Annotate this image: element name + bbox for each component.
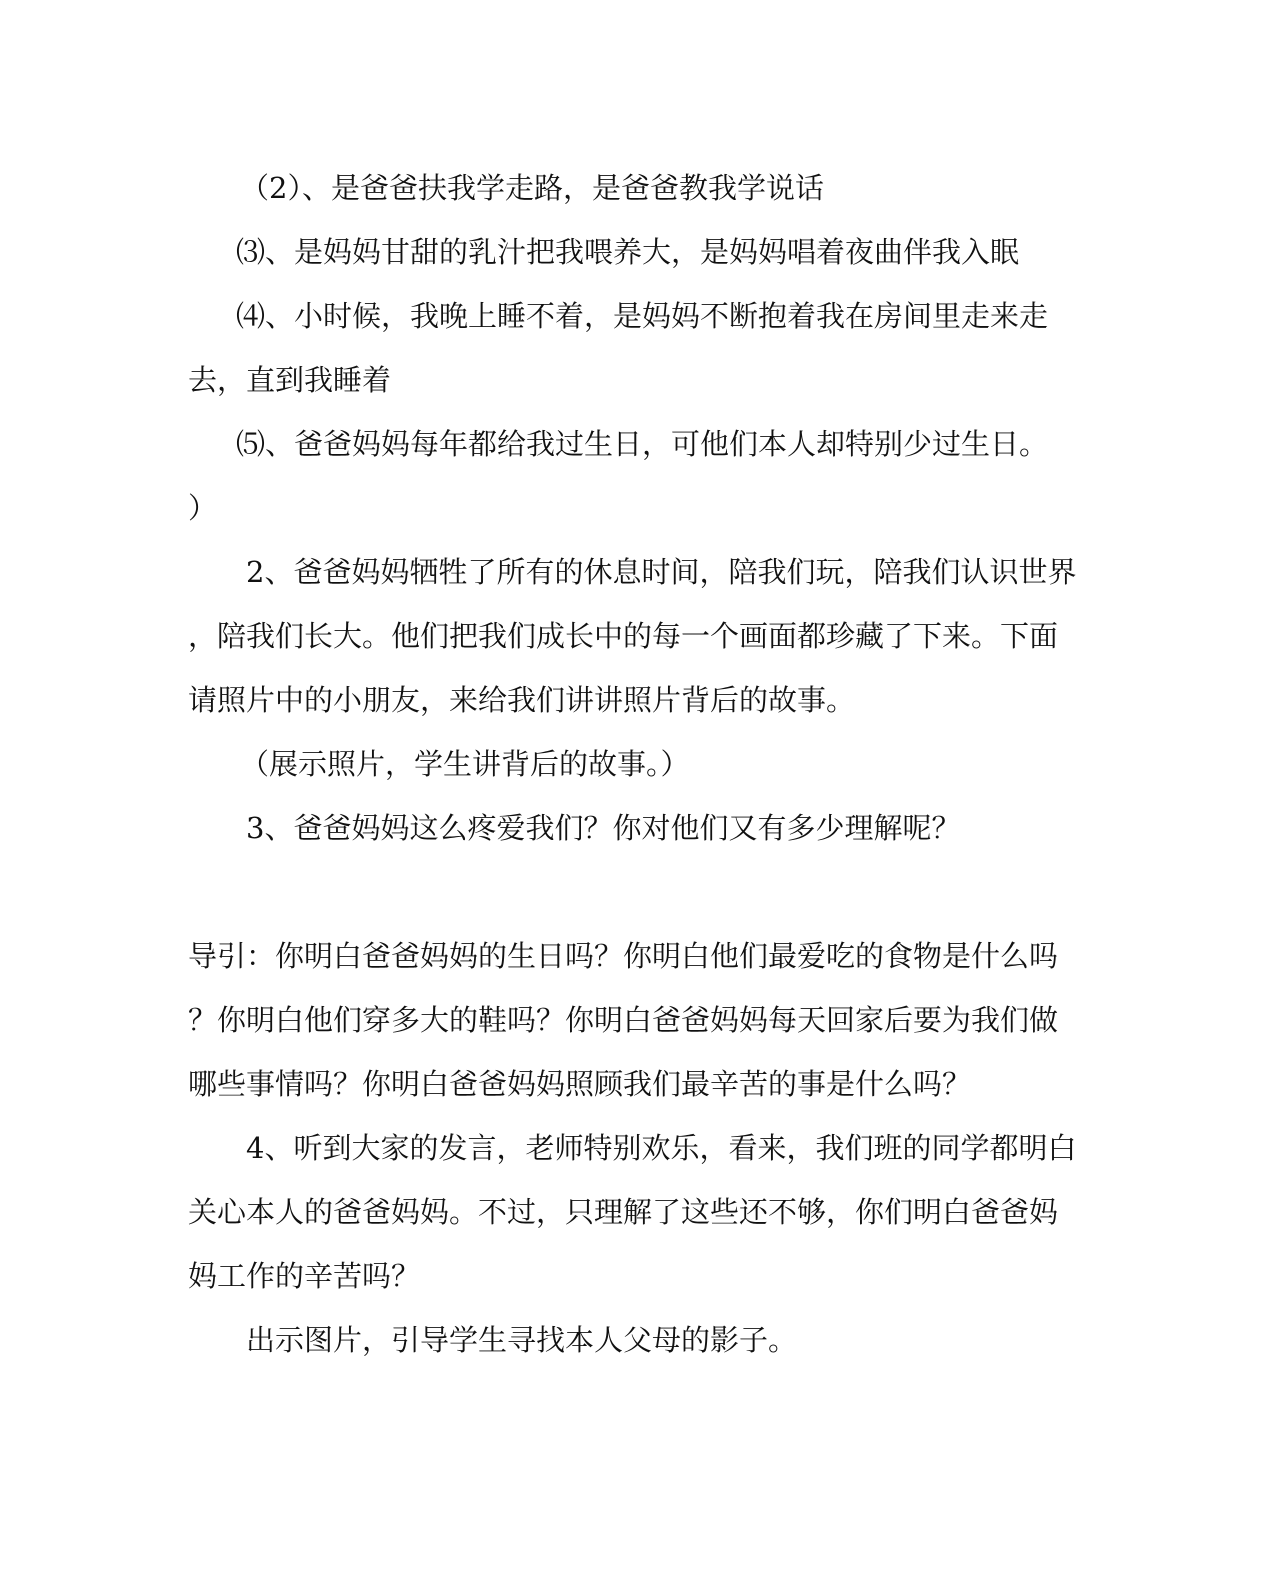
- text-line: ⑸、爸爸妈妈每年都给我过生日，可他们本人却特别少过生日。: [236, 427, 1049, 461]
- text-line: 4、听到大家的发言，老师特别欢乐，看来，我们班的同学都明白: [246, 1131, 1077, 1165]
- text-line: 妈工作的辛苦吗？: [188, 1259, 421, 1293]
- text-line: （展示照片，学生讲背后的故事。）: [240, 747, 690, 781]
- text-line: ，陪我们长大。他们把我们成长中的每一个画面都珍藏了下来。下面: [188, 619, 1059, 653]
- text-line: ）: [188, 491, 218, 525]
- text-line: ⑶、是妈妈甘甜的乳汁把我喂养大，是妈妈唱着夜曲伴我入眠: [236, 235, 1020, 269]
- text-line: 2、爸爸妈妈牺牲了所有的休息时间，陪我们玩，陪我们认识世界: [246, 555, 1077, 589]
- text-line: 关心本人的爸爸妈妈。不过，只理解了这些还不够，你们明白爸爸妈: [188, 1195, 1059, 1229]
- text-line: 请照片中的小朋友，来给我们讲讲照片背后的故事。: [188, 683, 856, 717]
- text-line: ⑷、小时候，我晚上睡不着，是妈妈不断抱着我在房间里走来走: [236, 299, 1049, 333]
- text-line: 哪些事情吗？你明白爸爸妈妈照顾我们最辛苦的事是什么吗？: [188, 1067, 972, 1101]
- text-line: 出示图片，引导学生寻找本人父母的影子。: [246, 1323, 798, 1357]
- text-line: ？你明白他们穿多大的鞋吗？你明白爸爸妈妈每天回家后要为我们做: [188, 1003, 1059, 1037]
- text-line: （2）、是爸爸扶我学走路，是爸爸教我学说话: [240, 171, 824, 205]
- text-line: 去，直到我睡着: [188, 363, 392, 397]
- text-line: 3、爸爸妈妈这么疼爱我们？你对他们又有多少理解呢？: [246, 811, 961, 845]
- text-line: 导引：你明白爸爸妈妈的生日吗？你明白他们最爱吃的食物是什么吗: [188, 939, 1059, 973]
